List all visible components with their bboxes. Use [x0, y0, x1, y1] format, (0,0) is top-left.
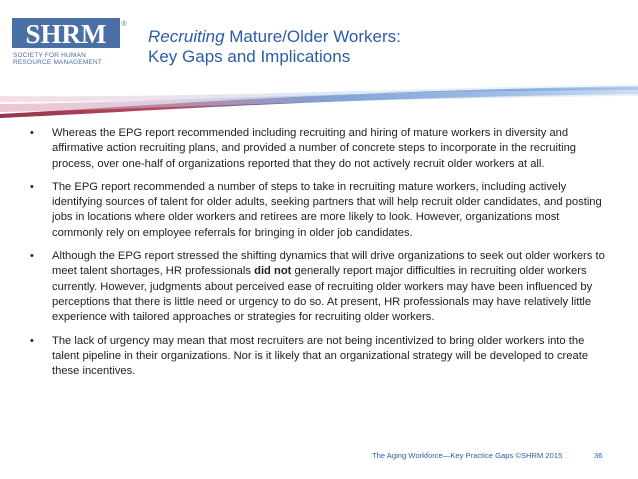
- bullet-item: [30, 126, 610, 172]
- title-line1: [148, 27, 401, 47]
- title-line2: Key Gaps and Implications: [148, 47, 351, 66]
- bullet-dot: •: [30, 127, 34, 139]
- title-line1-rest: Mature/Older Workers:: [224, 27, 401, 46]
- decorative-swoosh-band: [0, 84, 638, 118]
- bullet-dot: •: [30, 334, 34, 347]
- bullet-item: [30, 180, 610, 241]
- footer-text: The Aging Workforce—Key Practice Gaps ©SHRM 2015: [372, 451, 563, 460]
- bullet-item: [30, 334, 610, 380]
- logo-trademark: ®: [121, 21, 127, 28]
- bullet-list: [30, 126, 610, 387]
- bullet-text: The EPG report recommended a number of steps to take in recruiting mature workers, including actively identifying sources of talent for older adults, seeking partners that will help recruit older candidates, and posting jobs in locations where older workers and retirees are more likely to look. However, organizations most commonly rely on employee referrals for bringing in older job candidates.: [52, 180, 602, 239]
- logo-wordmark: SHRM: [25, 19, 107, 48]
- shrm-logo-mark: [12, 18, 130, 48]
- bullet-dot: •: [30, 180, 34, 193]
- logo-tagline-line1: SOCIETY FOR HUMAN: [13, 52, 86, 59]
- title-emphasis: Recruiting: [148, 27, 225, 46]
- slide-footer: [372, 451, 612, 460]
- bullet-text-bold: did not: [254, 265, 292, 278]
- logo-tagline-line2: RESOURCE MANAGEMENT: [13, 59, 103, 66]
- bullet-text-after: generally report major difficulties in recruiting older workers currently. However, judgments about perceived ease of recruiting older workers may have been influenced by perceptions that there is little need or urgency to do so. At present, HR professionals may have relatively little experience with tailored approaches or strategies for recruiting older workers.: [52, 265, 593, 324]
- bullet-text: Whereas the EPG report recommended including recruiting and hiring of mature workers in diversity and affirmative action recruiting plans, and provided a number of concrete steps to incorporate in the recruiting process, over one-half of organizations reported that they do not actively recruit older workers at all.: [52, 127, 577, 170]
- bullet-text: The lack of urgency may mean that most recruiters are not being incentivized to bring older workers into the talent pipeline in their organizations. Nor is it likely that an organizational strategy will be developed to create these incentives.: [52, 334, 589, 378]
- bullet-item: [30, 249, 610, 325]
- bullet-text-before: Although the EPG report stressed the shifting dynamics that will drive organizations to seek out older workers to meet talent shortages, HR professionals: [52, 250, 605, 278]
- bullet-dot: •: [30, 250, 34, 263]
- page-number: 36: [594, 451, 603, 460]
- shrm-logo: [12, 18, 130, 76]
- slide-title: [148, 27, 401, 67]
- logo-tagline: [13, 52, 131, 66]
